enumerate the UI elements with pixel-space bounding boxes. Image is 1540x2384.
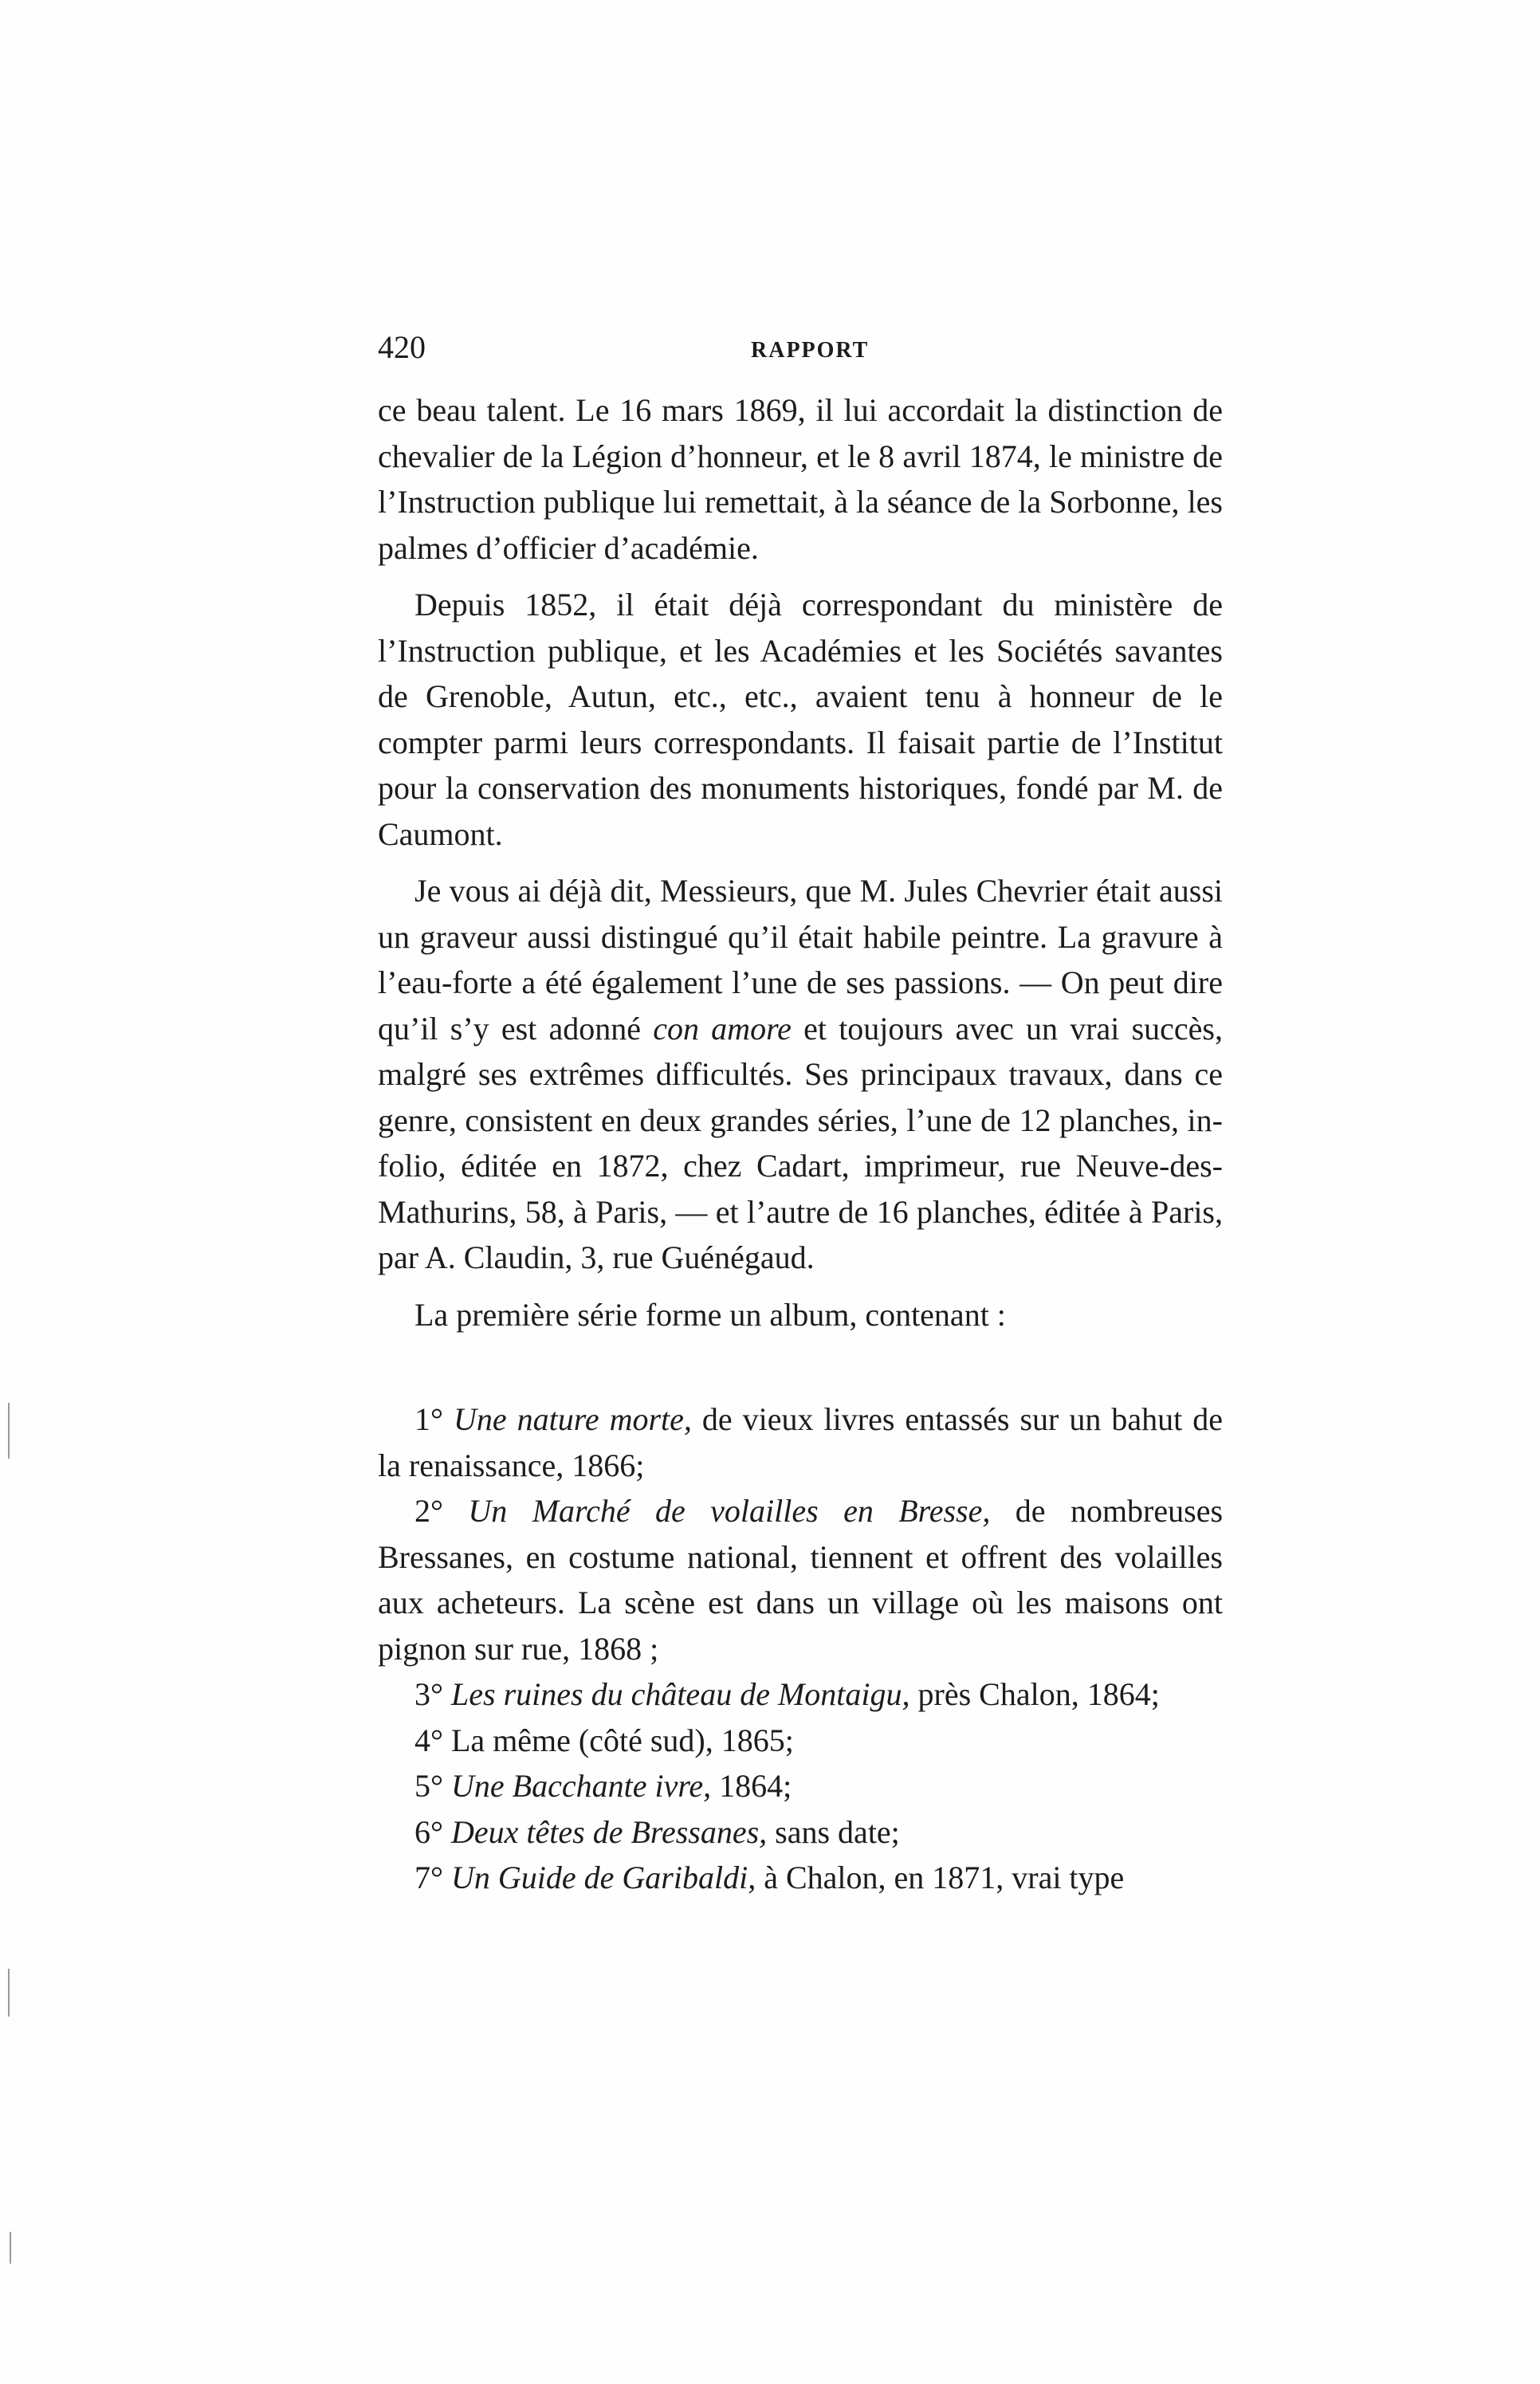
- list-number: 4°: [414, 1722, 443, 1758]
- paragraph-1: ce beau talent. Le 16 mars 1869, il lui accordait la distinction de chevalier de la Légion d’honneur, et le 8 avril 1874, le ministre de l’Instruction publique lui remettait, à la séance de la Sorbonne, les palmes d’officier d’académie.: [378, 392, 1223, 566]
- list-title: Deux têtes de Bressanes,: [451, 1813, 768, 1850]
- list-number: 2°: [414, 1493, 443, 1529]
- scan-artifact: [8, 1403, 10, 1459]
- page-number: 420: [378, 329, 426, 365]
- paragraph-3-after: et toujours avec un vrai succès, malgré ses extrêmes difficultés. Ses principaux travaux, dans ce genre, consistent en deux grandes séries, l’une de 12 planches, in-folio, éditée en 1872, chez Cadart, imprimeur, rue Neuve-des-Mathurins, 58, à Paris, — et l’autre de 16 planches, éditée à Paris, par A. Claudin, 3, rue Guénégaud.: [378, 1010, 1223, 1275]
- list-item: [378, 1718, 1223, 1764]
- list-item: [378, 1671, 1223, 1718]
- list-number: 6°: [414, 1813, 443, 1850]
- running-head: [378, 328, 1223, 368]
- list-text: près Chalon, 1864;: [909, 1676, 1160, 1712]
- list-text: 1864;: [711, 1768, 792, 1804]
- list-text: de nombreuses Bressanes, en costume national, tiennent et offrent des volailles aux acheteurs. La scène est dans un village où les maisons ont pignon sur rue, 1868 ;: [378, 1493, 1224, 1667]
- list-title: Un Marché de volailles en Bresse,: [468, 1493, 991, 1529]
- list-title: Une nature morte,: [454, 1401, 692, 1437]
- paragraph-4: La première série forme un album, contenant :: [414, 1296, 1006, 1333]
- list-number: 1°: [414, 1401, 443, 1437]
- scan-artifact: [10, 2232, 11, 2264]
- list-text: sans date;: [767, 1813, 900, 1850]
- running-title: RAPPORT: [751, 338, 870, 363]
- list-item: [378, 1488, 1223, 1671]
- list-text: La même (côté sud), 1865;: [451, 1722, 794, 1758]
- list-number: 5°: [414, 1768, 443, 1804]
- paragraph-2: Depuis 1852, il était déjà correspondant du ministère de l’Instruction publique, et les Académies et les Sociétés savantes de Grenoble, Autun, etc., etc., avaient tenu à honneur de le compter parmi leurs correspondants. Il faisait partie de l’Institut pour la conservation des monuments historiques, fondé par M. de Caumont.: [378, 587, 1223, 852]
- list-item: [378, 1763, 1223, 1809]
- list-title: Un Guide de Garibaldi,: [451, 1860, 756, 1895]
- list-title: Les ruines du château de Montaigu,: [451, 1676, 910, 1712]
- body-text: [378, 387, 1223, 1337]
- paragraph-3-before: Je vous ai déjà dit, Messieurs, que M. Jules Chevrier était aussi un graveur aussi distingué qu’il était habile peintre. La gravure à l’eau-forte a été également l’une de ses passions. — On peut dire qu’il s’y est adonné: [378, 873, 1223, 1047]
- scan-artifact: [8, 1969, 10, 2017]
- list-item: [378, 1809, 1223, 1856]
- list-item: [378, 1855, 1223, 1901]
- list-item: [378, 1396, 1223, 1488]
- list-text: de vieux livres entassés sur un bahut de la renaissance, 1866;: [378, 1401, 1223, 1483]
- list-title: Une Bacchante ivre,: [451, 1768, 712, 1804]
- list-number: 3°: [414, 1676, 443, 1712]
- etchings-list: [378, 1396, 1223, 1901]
- list-text: à Chalon, en 1871, vrai type: [756, 1860, 1125, 1895]
- paragraph-3: [378, 868, 1223, 1281]
- list-number: 7°: [414, 1860, 443, 1895]
- paragraph-3-italic: con amore: [653, 1010, 792, 1047]
